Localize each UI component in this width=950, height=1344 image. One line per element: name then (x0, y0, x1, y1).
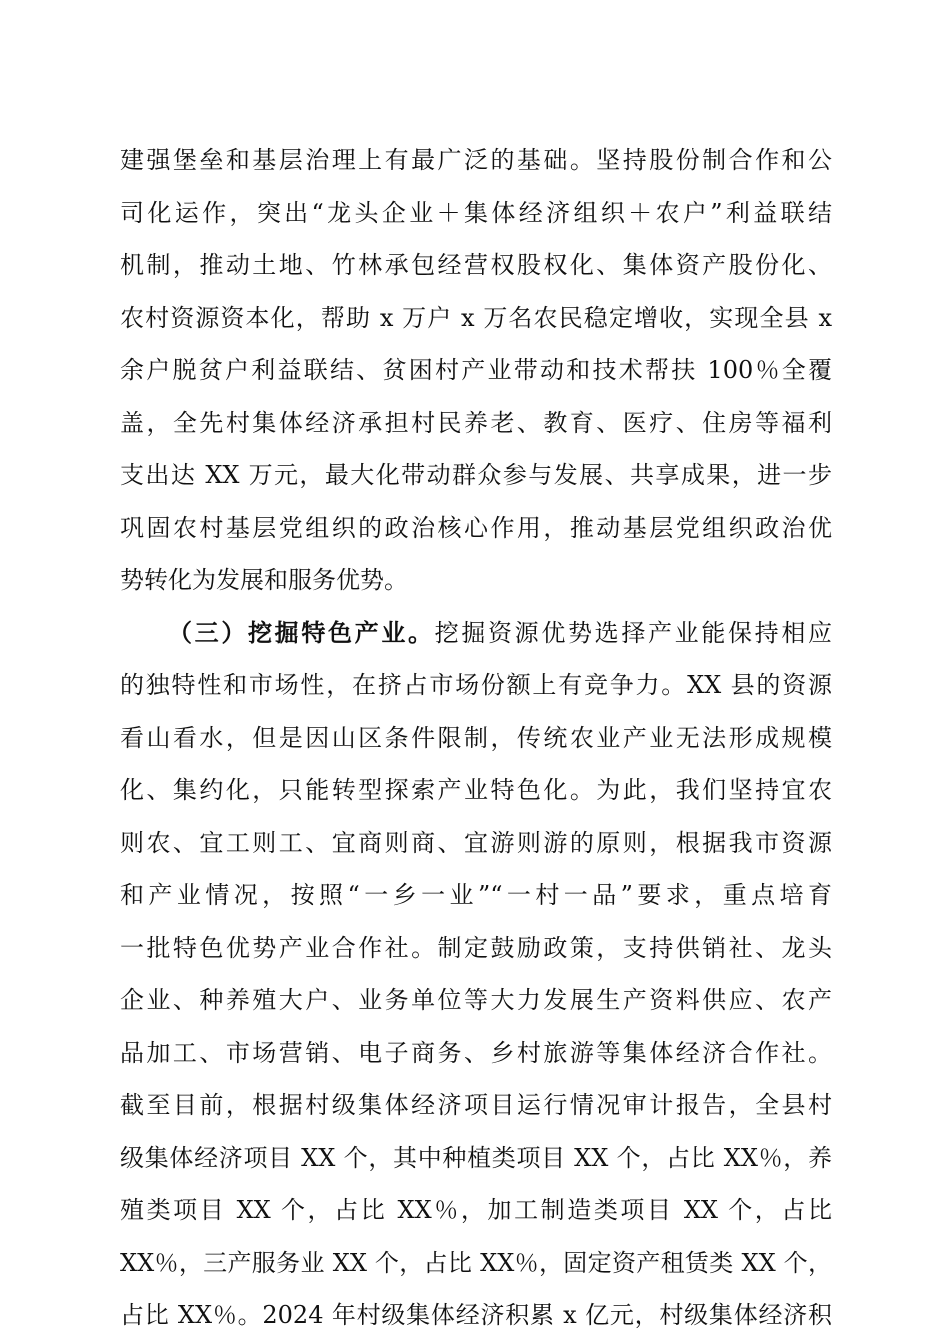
text-line: 势转化为发展和服务优势。 (120, 566, 408, 594)
text-line: 的独特性和市场性，在挤占市场份额上有竞争力。XX 县的资源 (120, 671, 832, 699)
text-line: 巩固农村基层党组织的政治核心作用，推动基层党组织政治优 (120, 513, 832, 542)
text-line (120, 607, 832, 660)
paragraph-specialty-industry (120, 607, 832, 1342)
paragraph-collective-economy (120, 134, 832, 607)
text-line: 殖类项目 XX 个，占比 XX％，加工制造类项目 XX 个，占比 (120, 1196, 832, 1224)
text-line: 支出达 XX 万元，最大化带动群众参与发展、共享成果，进一步 (120, 461, 832, 489)
text-line: 农村资源资本化，帮助 x 万户 x 万名农民稳定增收，实现全县 x (120, 303, 832, 332)
text-line: 化、集约化，只能转型探索产业特色化。为此，我们坚持宜农 (120, 776, 832, 804)
text-line: 盖，全先村集体经济承担村民养老、教育、医疗、住房等福利 (120, 408, 832, 437)
text-line: 机制，推动土地、竹林承包经营权股权化、集体资产股份化、 (120, 251, 832, 279)
text-line: 截至目前，根据村级集体经济项目运行情况审计报告，全县村 (120, 1091, 832, 1119)
text-line: 看山看水，但是因山区条件限制，传统农业产业无法形成规模 (120, 723, 832, 752)
section-heading: （三）挖掘特色产业。 (168, 617, 435, 647)
text-line: 余户脱贫户利益联结、贫困村产业带动和技术帮扶 100％全覆 (120, 356, 832, 384)
text-line: 企业、种养殖大户、业务单位等大力发展生产资料供应、农产 (120, 986, 832, 1014)
text-line: 和产业情况，按照“一乡一业”“一村一品”要求，重点培育 (120, 881, 832, 909)
text-line: 品加工、市场营销、电子商务、乡村旅游等集体经济合作社。 (120, 1038, 832, 1067)
document-body (120, 134, 832, 1342)
text-line: 司化运作，突出“龙头企业＋集体经济组织＋农户”利益联结 (120, 198, 832, 227)
text-run: 挖掘资源优势选择产业能保持相应 (434, 618, 833, 647)
text-line: 建强堡垒和基层治理上有最广泛的基础。坚持股份制合作和公 (120, 146, 832, 174)
text-line: XX％，三产服务业 XX 个，占比 XX％，固定资产租赁类 XX 个， (120, 1248, 832, 1277)
text-line: 则农、宜工则工、宜商则商、宜游则游的原则，根据我市资源 (120, 828, 832, 857)
text-line: 一批特色优势产业合作社。制定鼓励政策，支持供销社、龙头 (120, 933, 832, 962)
text-line: 占比 XX％。2024 年村级集体经济积累 x 亿元，村级集体经济积 (120, 1301, 832, 1329)
text-line: 级集体经济项目 XX 个，其中种植类项目 XX 个，占比 XX％，养 (120, 1143, 832, 1172)
